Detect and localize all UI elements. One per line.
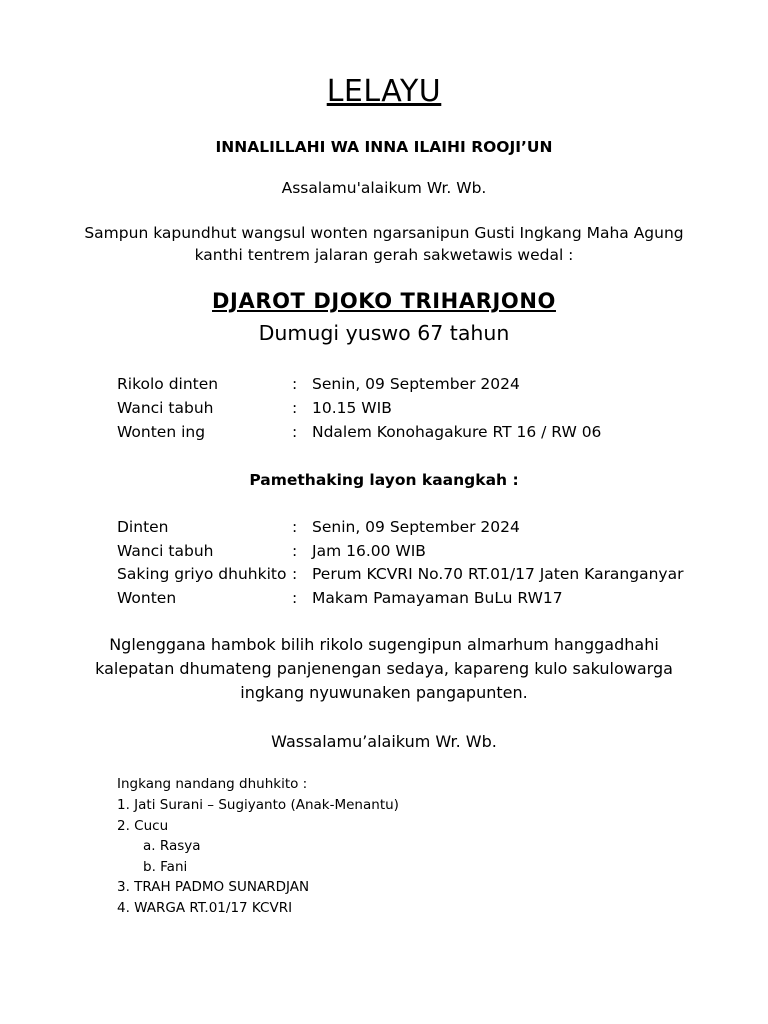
intro-line-2: kanthi tentrem jalaran gerah sakwetawis wedal : [194, 246, 574, 264]
family-list-item: 4. WARGA RT.01/17 KCVRI [117, 900, 293, 916]
deceased-name: DJAROT DJOKO TRIHARJONO [212, 289, 556, 313]
detail-label: Rikolo dinten [117, 375, 219, 393]
family-sublist-item: b. Fani [143, 859, 188, 875]
detail-value: Perum KCVRI No.70 RT.01/17 Jaten Karanganyar [312, 565, 684, 583]
condolence-line-1: Nglenggana hambok bilih rikolo sugengipun almarhum hanggadhahi [109, 635, 659, 654]
detail-label: Wonten [117, 589, 177, 607]
closing-greeting: Wassalamu’alaikum Wr. Wb. [271, 732, 497, 751]
detail-value: 10.15 WIB [312, 399, 392, 417]
detail-label: Wanci tabuh [117, 399, 214, 417]
detail-separator: : [292, 589, 298, 607]
detail-value: Senin, 09 September 2024 [312, 375, 520, 393]
prayer-subtitle: INNALILLAHI WA INNA ILAIHI ROOJI’UN [215, 138, 553, 156]
detail-label: Dinten [117, 518, 169, 536]
family-sublist-item: a. Rasya [143, 838, 201, 854]
detail-separator: : [292, 518, 298, 536]
detail-value: Ndalem Konohagakure RT 16 / RW 06 [312, 423, 602, 441]
family-list-item: 1. Jati Surani – Sugiyanto (Anak-Menantu) [117, 797, 399, 813]
family-heading: Ingkang nandang dhuhkito : [117, 776, 308, 792]
detail-separator: : [292, 423, 298, 441]
intro-line-1: Sampun kapundhut wangsul wonten ngarsanipun Gusti Ingkang Maha Agung [84, 224, 684, 242]
detail-separator: : [292, 399, 298, 417]
procession-heading: Pamethaking layon kaangkah : [249, 471, 519, 489]
detail-value: Senin, 09 September 2024 [312, 518, 520, 536]
detail-label: Saking griyo dhuhkito [117, 565, 287, 583]
detail-separator: : [292, 565, 298, 583]
detail-label: Wonten ing [117, 423, 206, 441]
family-list-item: 2. Cucu [117, 818, 169, 834]
detail-separator: : [292, 375, 298, 393]
page-title: LELAYU [326, 74, 442, 109]
deceased-age: Dumugi yuswo 67 tahun [258, 321, 510, 345]
detail-value: Makam Pamayaman BuLu RW17 [312, 589, 563, 607]
greeting: Assalamu'alaikum Wr. Wb. [281, 179, 487, 197]
detail-label: Wanci tabuh [117, 542, 214, 560]
detail-separator: : [292, 542, 298, 560]
family-list-item: 3. TRAH PADMO SUNARDJAN [117, 879, 310, 895]
condolence-line-3: ingkang nyuwunaken pangapunten. [240, 683, 528, 702]
detail-value: Jam 16.00 WIB [312, 542, 426, 560]
condolence-line-2: kalepatan dhumateng panjenengan sedaya, kapareng kulo sakulowarga [95, 659, 673, 678]
